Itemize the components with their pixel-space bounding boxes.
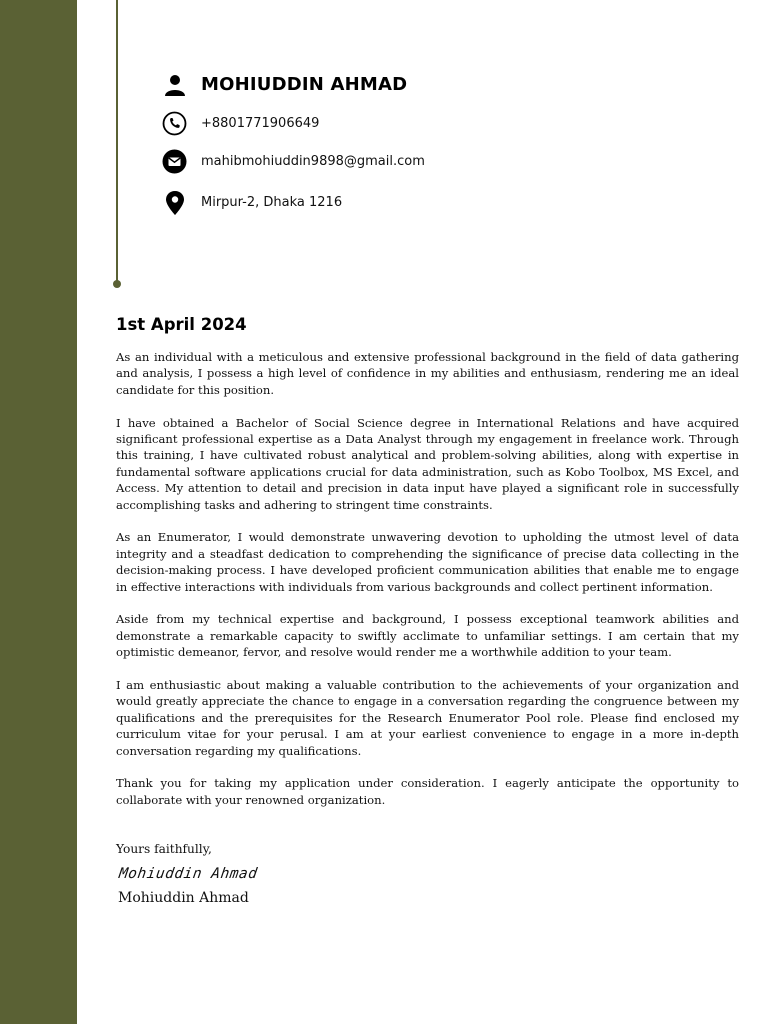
body-paragraph: Thank you for taking my application under consideration. I eagerly anticipate the opportunity to collaborate with your renowned organization.: [116, 776, 739, 807]
header-divider-line: [116, 0, 118, 284]
mail-icon: [162, 149, 187, 174]
applicant-name: MOHIUDDIN AHMAD: [201, 74, 408, 95]
header-divider-dot: [113, 280, 121, 288]
body-paragraph: As an individual with a meticulous and extensive professional background in the field of data gathering and analysis, I possess a high level of confidence in my abilities and enthusiasm, rendering me an ideal candidate for this position.: [116, 350, 739, 397]
location-pin-icon: [162, 190, 187, 215]
body-paragraph: I am enthusiastic about making a valuable contribution to the achievements of your organization and would greatly appreciate the chance to engage in a conversation regarding the congruence between my qualifications and the prerequisites for the Research Enumerator Pool role. Please find enclosed my curriculum vitae for your perusal. I am at your earliest convenience to engage in a more in-depth conversation regarding my qualifications.: [116, 678, 739, 758]
address: Mirpur-2, Dhaka 1216: [201, 195, 343, 210]
phone-number: +8801771906649: [201, 116, 320, 131]
handwritten-signature: Mohiuddin Ahmad: [117, 866, 259, 882]
person-icon: [162, 72, 187, 97]
contact-name-row: [162, 72, 407, 97]
letter-date: 1st April 2024: [116, 315, 247, 334]
body-paragraph: I have obtained a Bachelor of Social Science degree in International Relations and have acquired significant professional expertise as a Data Analyst through my engagement in freelance work. Through this training, I have cultivated robust analytical and problem-solving abilities, along with expertise in fundamental software applications crucial for data administration, such as Kobo Toolbox, MS Excel, and Access. My attention to detail and precision in data input have played a significant role in successfully accomplishing tasks and adhering to stringent time constraints.: [116, 415, 739, 512]
closing-salutation: Yours faithfully,: [116, 842, 212, 856]
body-paragraph: As an Enumerator, I would demonstrate unwavering devotion to upholding the utmost level of data integrity and a steadfast dedication to comprehending the significance of precise data collecting in the decision-making process. I have developed proficient communication abilities that enable me to engage in effective interactions with individuals from various backgrounds and collect pertinent information.: [116, 530, 739, 594]
contact-phone-row: [162, 111, 319, 136]
contact-address-row: [162, 190, 342, 215]
contact-email-row: [162, 149, 425, 174]
body-paragraph: Aside from my technical expertise and background, I possess exceptional teamwork abilities and demonstrate a remarkable capacity to swiftly acclimate to unfamiliar settings. I am certain that my optimistic demeanor, fervor, and resolve would render me a worthwhile addition to your team.: [116, 612, 739, 660]
email-address: mahibmohiuddin9898@gmail.com: [201, 154, 425, 169]
signed-name: Mohiuddin Ahmad: [118, 890, 249, 906]
letter-body: [116, 349, 739, 825]
phone-icon: [162, 111, 187, 136]
sidebar-band: [0, 0, 77, 1024]
